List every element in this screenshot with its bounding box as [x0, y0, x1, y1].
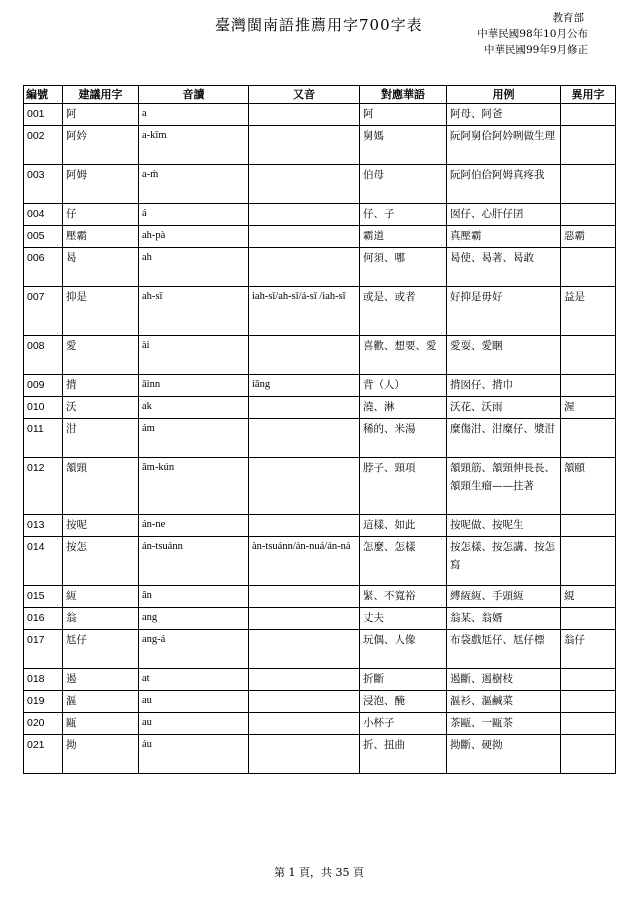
- row-number: 020: [24, 713, 63, 735]
- row-variant: [561, 419, 616, 458]
- row-example: 曷使、曷著、曷敢: [447, 248, 561, 287]
- document-meta: [477, 10, 588, 58]
- row-number: 005: [24, 226, 63, 248]
- row-mandarin: 緊、不寬裕: [360, 586, 447, 608]
- row-variant: 惡霸: [561, 226, 616, 248]
- table-row: [24, 713, 616, 735]
- col-header-mandarin: 對應華語: [360, 86, 447, 104]
- row-number: 009: [24, 375, 63, 397]
- row-alt-reading: iah-sī/ah-sī/á-sī /iah-sī: [249, 287, 360, 336]
- row-hanzi: 頷頸: [63, 458, 139, 515]
- row-alt-reading: [249, 126, 360, 165]
- row-alt-reading: [249, 397, 360, 419]
- row-number: 010: [24, 397, 63, 419]
- row-variant: 益是: [561, 287, 616, 336]
- row-number: 007: [24, 287, 63, 336]
- table-row: [24, 126, 616, 165]
- row-number: 016: [24, 608, 63, 630]
- row-hanzi: 翁: [63, 608, 139, 630]
- row-example: 阮阿伯佮阿姆真疼我: [447, 165, 561, 204]
- row-reading: at: [139, 669, 249, 691]
- table-row: [24, 458, 616, 515]
- row-number: 001: [24, 104, 63, 126]
- row-variant: [561, 165, 616, 204]
- row-example: 遏斷、遏樹枝: [447, 669, 561, 691]
- table-row: [24, 248, 616, 287]
- row-reading: án-ne: [139, 515, 249, 537]
- row-reading: ah-sī: [139, 287, 249, 336]
- row-hanzi: 泔: [63, 419, 139, 458]
- row-number: 015: [24, 586, 63, 608]
- row-hanzi: 遏: [63, 669, 139, 691]
- table-row: [24, 669, 616, 691]
- row-variant: [561, 375, 616, 397]
- row-alt-reading: [249, 458, 360, 515]
- row-hanzi: 絚: [63, 586, 139, 608]
- row-number: 014: [24, 537, 63, 586]
- row-alt-reading: [249, 515, 360, 537]
- row-number: 019: [24, 691, 63, 713]
- table-row: [24, 735, 616, 774]
- publisher-label: 教育部: [552, 12, 584, 24]
- published-date: 中華民國98年10月公布: [477, 28, 588, 40]
- row-example: 好抑是毋好: [447, 287, 561, 336]
- col-header-alt-reading: 又音: [249, 86, 360, 104]
- row-hanzi: 阿妗: [63, 126, 139, 165]
- row-number: 012: [24, 458, 63, 515]
- row-example: 阿母、阿爸: [447, 104, 561, 126]
- row-example: 揹囡仔、揹巾: [447, 375, 561, 397]
- row-variant: 翁仔: [561, 630, 616, 669]
- row-number: 017: [24, 630, 63, 669]
- row-number: 018: [24, 669, 63, 691]
- row-mandarin: 丈夫: [360, 608, 447, 630]
- row-mandarin: 脖子、頸項: [360, 458, 447, 515]
- row-alt-reading: [249, 419, 360, 458]
- row-alt-reading: [249, 691, 360, 713]
- row-mandarin: 背（人）: [360, 375, 447, 397]
- row-reading: áu: [139, 735, 249, 774]
- row-hanzi: 揹: [63, 375, 139, 397]
- row-reading: a-kīm: [139, 126, 249, 165]
- row-variant: [561, 735, 616, 774]
- row-alt-reading: [249, 586, 360, 608]
- col-header-example: 用例: [447, 86, 561, 104]
- row-mandarin: 仔、子: [360, 204, 447, 226]
- table-row: [24, 586, 616, 608]
- row-alt-reading: iāng: [249, 375, 360, 397]
- col-header-hanzi: 建議用字: [63, 86, 139, 104]
- row-mandarin: 怎麼、怎樣: [360, 537, 447, 586]
- row-variant: [561, 515, 616, 537]
- col-header-number: 編號: [24, 86, 63, 104]
- row-hanzi: 按怎: [63, 537, 139, 586]
- row-number: 003: [24, 165, 63, 204]
- row-mandarin: 折斷: [360, 669, 447, 691]
- row-alt-reading: [249, 165, 360, 204]
- row-alt-reading: [249, 630, 360, 669]
- row-reading: ah: [139, 248, 249, 287]
- row-variant: 頷頤: [561, 458, 616, 515]
- row-mandarin: 稀的、米湯: [360, 419, 447, 458]
- row-hanzi: 按呢: [63, 515, 139, 537]
- row-mandarin: 小杯子: [360, 713, 447, 735]
- row-alt-reading: [249, 248, 360, 287]
- row-hanzi: 甌: [63, 713, 139, 735]
- word-table: [23, 85, 616, 774]
- table-row: [24, 630, 616, 669]
- col-header-reading: 音讀: [139, 86, 249, 104]
- row-variant: [561, 336, 616, 375]
- row-hanzi: 抑是: [63, 287, 139, 336]
- row-mandarin: 玩偶、人像: [360, 630, 447, 669]
- row-number: 006: [24, 248, 63, 287]
- row-alt-reading: [249, 669, 360, 691]
- row-mandarin: 霸道: [360, 226, 447, 248]
- row-reading: ân: [139, 586, 249, 608]
- row-hanzi: 仔: [63, 204, 139, 226]
- row-reading: ài: [139, 336, 249, 375]
- row-mandarin: 浸泡、醃: [360, 691, 447, 713]
- page-footer: 第 1 頁，共 35 頁: [274, 866, 364, 879]
- table-header-row: [24, 86, 616, 104]
- row-mandarin: 這樣、如此: [360, 515, 447, 537]
- row-reading: āinn: [139, 375, 249, 397]
- row-number: 004: [24, 204, 63, 226]
- row-alt-reading: [249, 336, 360, 375]
- row-alt-reading: [249, 713, 360, 735]
- row-variant: [561, 204, 616, 226]
- row-reading: án-tsuánn: [139, 537, 249, 586]
- table-row: [24, 336, 616, 375]
- row-alt-reading: [249, 226, 360, 248]
- row-alt-reading: [249, 608, 360, 630]
- row-example: 布袋戲尪仔、尪仔標: [447, 630, 561, 669]
- row-example: 漚衫、漚鹹菜: [447, 691, 561, 713]
- row-example: 縛絚絚、手頭絚: [447, 586, 561, 608]
- row-example: 按怎樣、按怎講、按怎寫: [447, 537, 561, 586]
- table-row: [24, 104, 616, 126]
- row-example: 囡仔、心肝仔囝: [447, 204, 561, 226]
- row-reading: ang-á: [139, 630, 249, 669]
- table-row: [24, 375, 616, 397]
- row-number: 008: [24, 336, 63, 375]
- row-reading: ak: [139, 397, 249, 419]
- row-reading: ang: [139, 608, 249, 630]
- row-alt-reading: àn-tsuánn/án-nuá/án-ná: [249, 537, 360, 586]
- table-row: [24, 515, 616, 537]
- row-example: 真壓霸: [447, 226, 561, 248]
- row-variant: [561, 248, 616, 287]
- table-row: [24, 608, 616, 630]
- row-variant: 渥: [561, 397, 616, 419]
- table-row: [24, 691, 616, 713]
- revised-date: 中華民國99年9月修正: [483, 44, 588, 56]
- table-row: [24, 165, 616, 204]
- row-hanzi: 壓霸: [63, 226, 139, 248]
- row-reading: a-ḿ: [139, 165, 249, 204]
- row-example: 糜傷泔、泔糜仔、漿泔: [447, 419, 561, 458]
- row-example: 沃花、沃雨: [447, 397, 561, 419]
- row-reading: au: [139, 691, 249, 713]
- row-hanzi: 愛: [63, 336, 139, 375]
- row-mandarin: 何須、哪: [360, 248, 447, 287]
- row-number: 011: [24, 419, 63, 458]
- row-example: 翁某、翁婿: [447, 608, 561, 630]
- table-row: [24, 397, 616, 419]
- row-variant: [561, 104, 616, 126]
- row-example: 頷頸筋、頷頸伸長長、頷頸生瘤——拄著: [447, 458, 561, 515]
- row-reading: ám: [139, 419, 249, 458]
- col-header-variant: 異用字: [561, 86, 616, 104]
- row-alt-reading: [249, 204, 360, 226]
- row-variant: [561, 608, 616, 630]
- document-title: 臺灣閩南語推薦用字700字表: [215, 16, 423, 34]
- row-mandarin: 伯母: [360, 165, 447, 204]
- row-number: 002: [24, 126, 63, 165]
- row-example: 阮阿舅佮阿妗咧做生理: [447, 126, 561, 165]
- row-reading: a: [139, 104, 249, 126]
- row-mandarin: 或是、或者: [360, 287, 447, 336]
- row-example: 按呢做、按呢生: [447, 515, 561, 537]
- table-row: [24, 204, 616, 226]
- row-number: 013: [24, 515, 63, 537]
- row-variant: [561, 713, 616, 735]
- row-mandarin: 阿: [360, 104, 447, 126]
- row-example: 拗斷、硬拗: [447, 735, 561, 774]
- row-variant: [561, 537, 616, 586]
- table-row: [24, 419, 616, 458]
- row-variant: 絸: [561, 586, 616, 608]
- row-hanzi: 漚: [63, 691, 139, 713]
- row-hanzi: 拗: [63, 735, 139, 774]
- table-row: [24, 537, 616, 586]
- row-variant: [561, 126, 616, 165]
- row-reading: á: [139, 204, 249, 226]
- row-variant: [561, 691, 616, 713]
- row-mandarin: 澆、淋: [360, 397, 447, 419]
- row-variant: [561, 669, 616, 691]
- row-reading: ah-pà: [139, 226, 249, 248]
- row-alt-reading: [249, 735, 360, 774]
- row-reading: ām-kún: [139, 458, 249, 515]
- row-example: 愛耍、愛睏: [447, 336, 561, 375]
- row-hanzi: 阿姆: [63, 165, 139, 204]
- row-hanzi: 沃: [63, 397, 139, 419]
- row-number: 021: [24, 735, 63, 774]
- row-hanzi: 尪仔: [63, 630, 139, 669]
- row-example: 茶甌、一甌茶: [447, 713, 561, 735]
- row-alt-reading: [249, 104, 360, 126]
- table-row: [24, 287, 616, 336]
- row-reading: au: [139, 713, 249, 735]
- row-hanzi: 阿: [63, 104, 139, 126]
- row-hanzi: 曷: [63, 248, 139, 287]
- row-mandarin: 折、扭曲: [360, 735, 447, 774]
- row-mandarin: 舅媽: [360, 126, 447, 165]
- table-row: [24, 226, 616, 248]
- row-mandarin: 喜歡、想要、愛: [360, 336, 447, 375]
